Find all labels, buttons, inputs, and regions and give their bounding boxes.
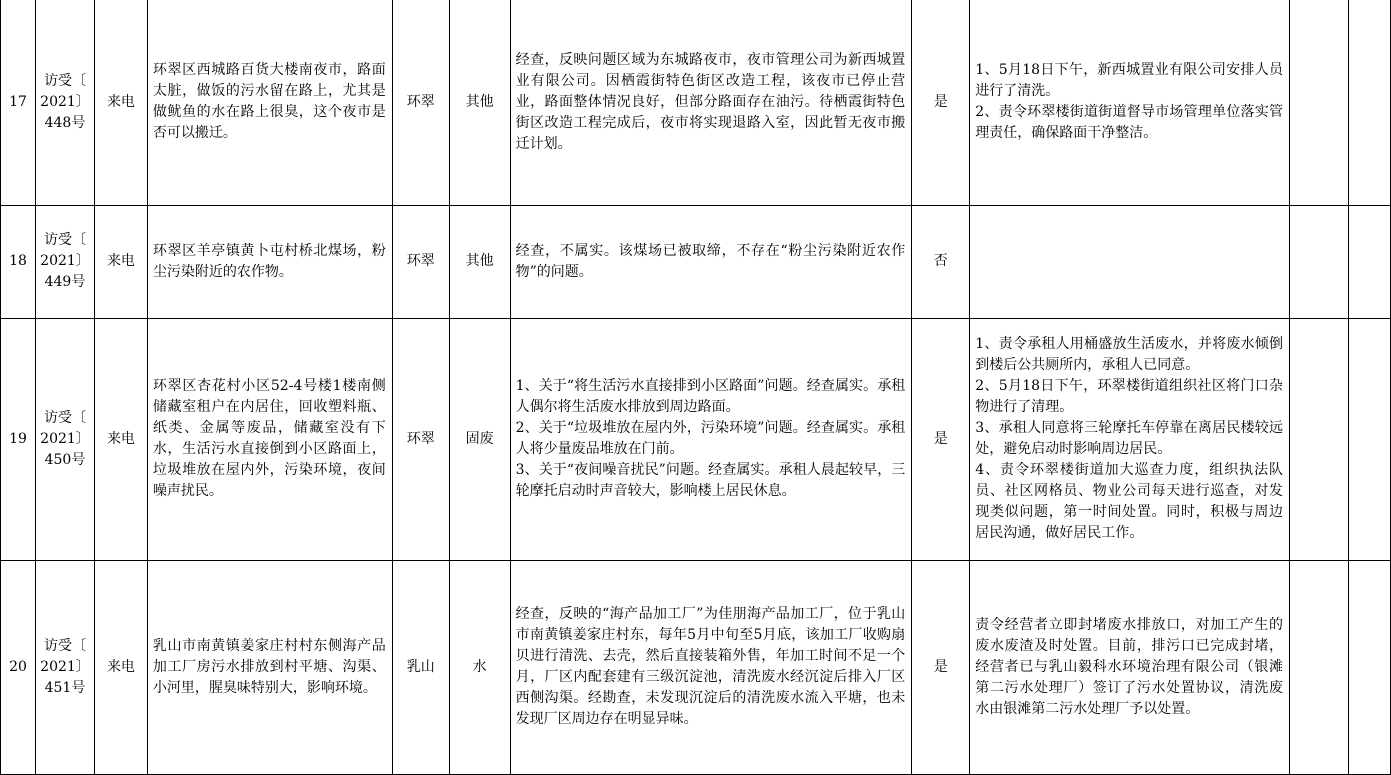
action-cell: 责令经营者立即封堵废水排放口，对加工产生的废水废渣及时处置。目前，排污口已完成封堵，经营者已与乳山毅科水环境治理有限公司（银滩第二污水处理厂）签订了污水处置协议，清洗废水由银滩第二污水处理厂予以处置。 [970,560,1290,774]
empty-cell [1348,560,1390,774]
district-cell: 环翠 [392,205,449,318]
action-cell: 1、责令承租人用桶盛放生活废水，并将废水倾倒到楼后公共厕所内，承租人已同意。 2、5月18日下午，环翠楼街道组织社区将门口杂物进行了清理。 3、承租人同意将三轮摩托车停靠在离居民楼较远处，避免启动时影响周边居民。 4、责令环翠楼街道加大巡查力度，组织执法队员、社区网格员、物业公司每天进行巡查，对发现类似问题，第一时间处置。同时，积极与周边居民沟通，做好居民工作。 [970,318,1290,560]
complaint-cell: 环翠区西城路百货大楼南夜市，路面太脏，做饭的污水留在路上，尤其是做鱿鱼的水在路上很臭，这个夜市是否可以搬迁。 [147,0,392,205]
district-cell: 乳山 [392,560,449,774]
row-number: 19 [1,318,36,560]
empty-cell [1290,318,1349,560]
table-row [1,318,1391,560]
empty-cell [1348,318,1390,560]
case-id: 访受〔 2021〕 451号 [35,560,94,774]
finding-cell: 经查，不属实。该煤场已被取缔，不存在“粉尘污染附近农作物”的问题。 [510,205,912,318]
finding-cell: 1、关于“将生活污水直接排到小区路面”问题。经查属实。承租人偶尔将生活废水排放到周边路面。 2、关于“垃圾堆放在屋内外，污染环境”问题。经查属实。承租人将少量废品堆放在门前。 3、关于“夜间噪音扰民”问题。经查属实。承租人晨起较早，三轮摩托启动时声音较大，影响楼上居民休息。 [510,318,912,560]
row-number: 20 [1,560,36,774]
empty-cell [1348,0,1390,205]
complaint-cell: 乳山市南黄镇姜家庄村村东侧海产品加工厂房污水排放到村平塘、沟渠、小河里，腥臭味特别大，影响环境。 [147,560,392,774]
complaint-cell: 环翠区杏花村小区52-4号楼1楼南侧储藏室租户在内居住，回收塑料瓶、纸类、金属等废品，储藏室没有下水，生活污水直接倒到小区路面上，垃圾堆放在屋内外，污染环境，夜间噪声扰民。 [147,318,392,560]
empty-cell [1290,205,1349,318]
source-cell: 来电 [94,0,147,205]
table-row [1,0,1391,205]
district-cell: 环翠 [392,0,449,205]
district-cell: 环翠 [392,318,449,560]
finding-cell: 经查，反映问题区域为东城路夜市，夜市管理公司为新西城置业有限公司。因栖霞街特色街区改造工程，该夜市已停止营业，路面整体情况良好，但部分路面存在油污。待栖霞街特色街区改造工程完成后，夜市将实现退路入室，因此暂无夜市搬迁计划。 [510,0,912,205]
source-cell: 来电 [94,560,147,774]
verified-cell: 是 [912,318,970,560]
category-cell: 其他 [449,205,510,318]
category-cell: 固废 [449,318,510,560]
case-id: 访受〔 2021〕 448号 [35,0,94,205]
table-row [1,205,1391,318]
empty-cell [1348,205,1390,318]
empty-cell [1290,560,1349,774]
row-number: 18 [1,205,36,318]
source-cell: 来电 [94,205,147,318]
empty-cell [1290,0,1349,205]
row-number: 17 [1,0,36,205]
category-cell: 水 [449,560,510,774]
verified-cell: 否 [912,205,970,318]
case-id: 访受〔 2021〕 450号 [35,318,94,560]
finding-cell: 经查，反映的“海产品加工厂”为佳朋海产品加工厂，位于乳山市南黄镇姜家庄村东，每年5月中旬至5月底，该加工厂收购扇贝进行清洗、去壳，然后直接装箱外售，年加工时间不足一个月，厂区内配套建有三级沉淀池，清洗废水经沉淀后排入厂区西侧沟渠。经勘查，未发现沉淀后的清洗废水流入平塘，也未发现厂区周边存在明显异味。 [510,560,912,774]
table-row [1,560,1391,774]
source-cell: 来电 [94,318,147,560]
verified-cell: 是 [912,560,970,774]
category-cell: 其他 [449,0,510,205]
complaint-cell: 环翠区羊亭镇黄卜屯村桥北煤场，粉尘污染附近的农作物。 [147,205,392,318]
case-id: 访受〔 2021〕 449号 [35,205,94,318]
action-cell: 1、5月18日下午，新西城置业有限公司安排人员进行了清洗。 2、责令环翠楼街道街道督导市场管理单位落实管理责任，确保路面干净整洁。 [970,0,1290,205]
verified-cell: 是 [912,0,970,205]
action-cell [970,205,1290,318]
